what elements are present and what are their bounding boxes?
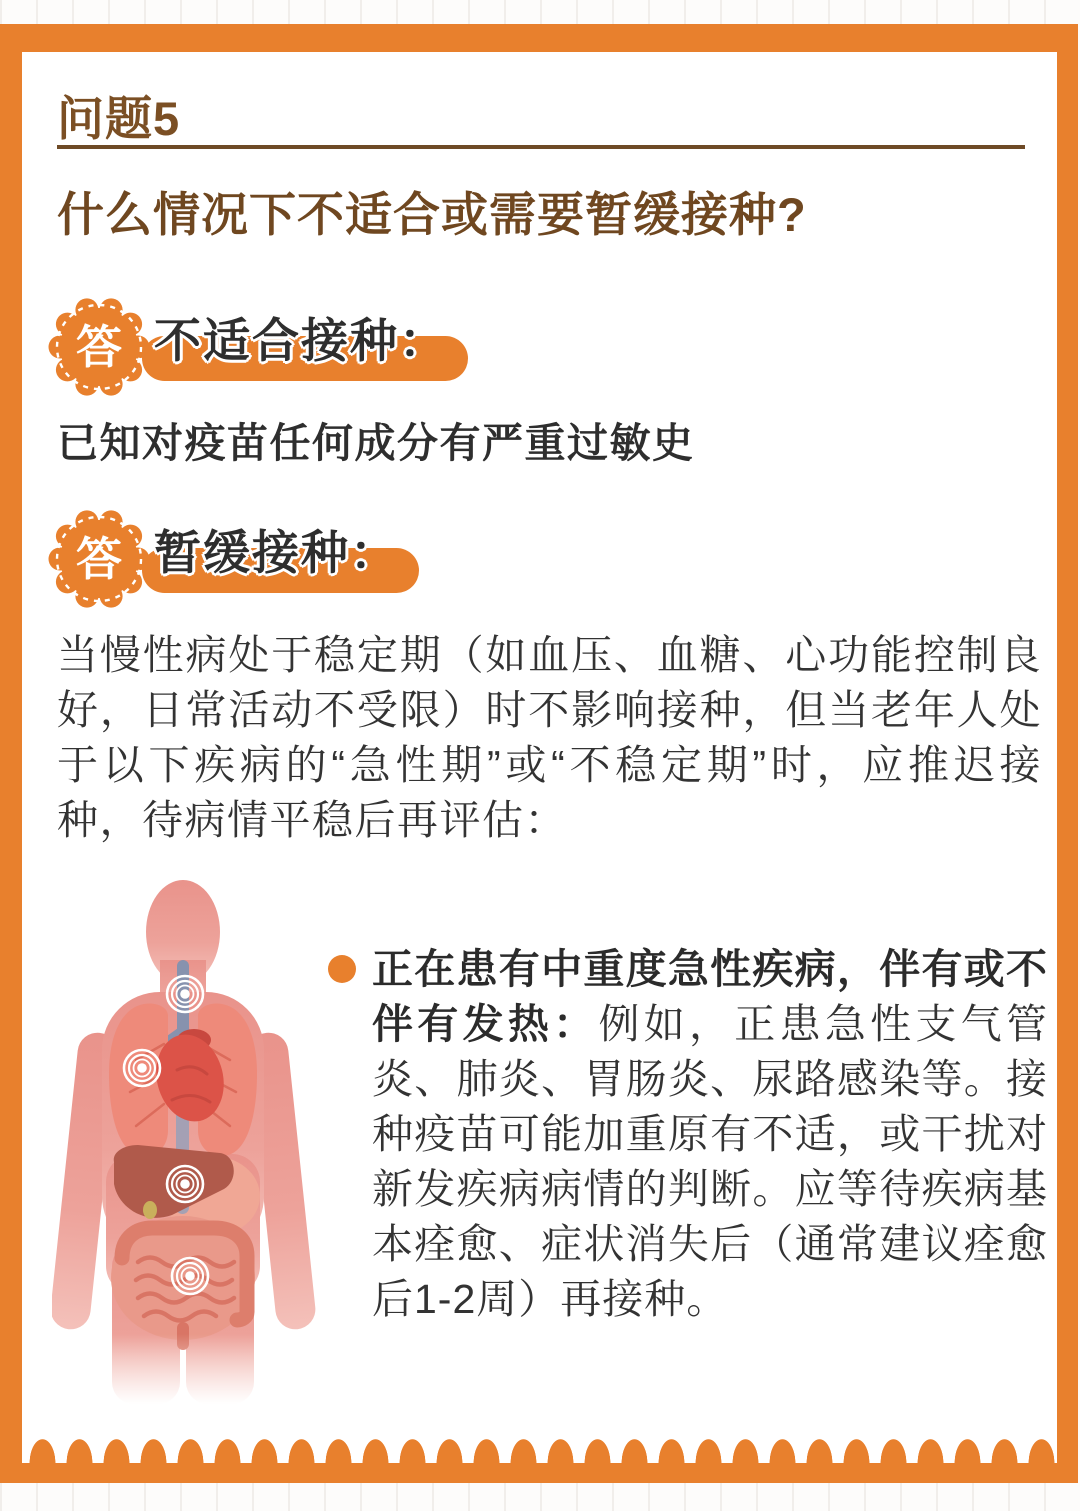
human-body-illustration [52, 864, 332, 1404]
bullet-dot-icon [328, 955, 356, 983]
title-divider [57, 145, 1025, 149]
section-heading-postpone: 暂缓接种： [154, 516, 399, 583]
bullet-body: 例如，正患急性支气管炎、肺炎、胃肠炎、尿路感染等。接种疫苗可能加重原有不适，或干扰对新发疾病病情的判断。应等待疾病基本痊愈、症状消失后（通常建议痊愈后1-2周）再接种。 [372, 1001, 1049, 1322]
question-heading: 什么情况下不适合或需要暂缓接种? [57, 188, 807, 241]
marker-throat [167, 976, 203, 1012]
marker-chest [124, 1050, 160, 1086]
badge-label: 答 [76, 321, 122, 373]
marker-pelvis [172, 1258, 208, 1294]
bullet-lead: 正在患有中重度急性疾病，伴有或不伴有发热： [372, 946, 1048, 1047]
answer-badge [48, 296, 150, 398]
page-title: 问题5 [57, 92, 181, 145]
marker-abdomen [167, 1166, 203, 1202]
card-frame [0, 24, 1078, 1483]
scalloped-border [22, 1439, 1057, 1463]
contraindicated-text: 已知对疫苗任何成分有严重过敏史 [57, 420, 695, 466]
gallbladder [143, 1201, 157, 1219]
bullet-text [372, 942, 1048, 1327]
badge-label: 答 [76, 533, 122, 585]
answer-badge [48, 508, 150, 610]
list-item [328, 942, 1048, 1327]
postpone-intro-paragraph: 当慢性病处于稳定期（如血压、血糖、心功能控制良好，日常活动不受限）时不影响接种，但当老年人处于以下疾病的“急性期”或“不稳定期”时，应推迟接种，待病情平稳后再评估： [57, 632, 1042, 843]
card-content [22, 52, 1057, 1463]
section-heading-contraindicated: 不适合接种： [154, 304, 448, 371]
body-organs-graphic [52, 864, 332, 1404]
